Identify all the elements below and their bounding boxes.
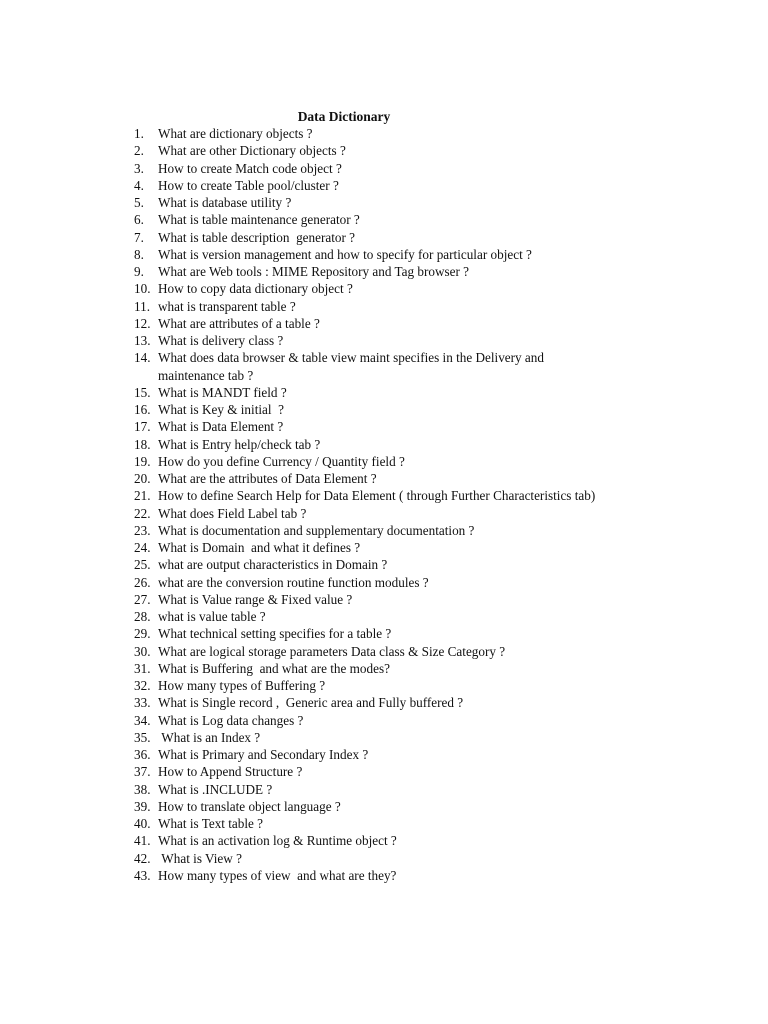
question-item [134, 574, 734, 591]
question-number: 35. [134, 729, 151, 745]
question-item [134, 694, 734, 711]
question-list [134, 125, 734, 884]
question-item [134, 763, 734, 780]
question-number: 26. [134, 574, 151, 590]
question-text: What is Data Element ? [158, 419, 284, 435]
question-number: 23. [134, 522, 151, 538]
question-number: 33. [134, 695, 151, 711]
question-text: What is version management and how to specify for particular object ? [158, 246, 532, 262]
question-item [134, 298, 734, 315]
question-number: 9. [134, 264, 144, 279]
question-item [134, 487, 734, 504]
question-text: What is an activation log & Runtime object ? [158, 833, 397, 849]
question-number: 19. [134, 453, 151, 469]
question-item [134, 781, 734, 798]
question-item [134, 608, 734, 625]
question-text: How to translate object language ? [158, 798, 341, 814]
question-number: 41. [134, 833, 151, 849]
question-number: 40. [134, 816, 151, 831]
question-item [134, 470, 734, 487]
question-text: What is Key & initial ? [158, 402, 284, 417]
question-number: 8. [134, 246, 144, 262]
question-text: How to create Table pool/cluster ? [158, 177, 339, 193]
question-text: How to create Match code object ? [158, 160, 342, 176]
question-item [134, 660, 734, 677]
document-title: Data Dictionary [297, 109, 391, 124]
question-text: What is an Index ? [158, 729, 261, 745]
question-text: What are Web tools : MIME Repository and Tag browser ? [158, 264, 470, 279]
question-number: 34. [134, 712, 151, 728]
question-number: 39. [134, 798, 151, 814]
question-number: 24. [134, 540, 151, 555]
question-number: 32. [134, 678, 151, 693]
question-number: 17. [134, 419, 151, 435]
question-number: 43. [134, 867, 151, 883]
question-item [134, 401, 734, 418]
question-number: 37. [134, 764, 151, 780]
question-number: 3. [134, 160, 144, 176]
question-item [134, 384, 734, 401]
question-item [134, 211, 734, 228]
question-text: What is Primary and Secondary Index ? [158, 747, 369, 762]
question-item [134, 263, 734, 280]
question-number: 36. [134, 747, 151, 762]
question-item [134, 746, 734, 763]
question-number: 25. [134, 557, 151, 573]
question-number: 42. [134, 850, 151, 866]
question-item [134, 539, 734, 556]
question-text: How to copy data dictionary object ? [158, 281, 353, 297]
question-text: What does Field Label tab ? [158, 505, 307, 521]
question-item [134, 798, 734, 815]
question-number: 4. [134, 177, 144, 193]
question-text: What technical setting specifies for a table ? [158, 626, 392, 642]
question-item [134, 643, 734, 660]
question-text: What is Value range & Fixed value ? [158, 591, 353, 607]
question-item [134, 160, 734, 177]
question-text: What does data browser & table view maint specifies in the Delivery and maintenance tab ? [158, 350, 544, 383]
question-number: 38. [134, 781, 151, 797]
question-number: 6. [134, 212, 144, 228]
question-text: What are other Dictionary objects ? [158, 143, 346, 159]
question-item [134, 591, 734, 608]
question-item [134, 349, 734, 384]
question-item [134, 867, 734, 884]
question-number: 31. [134, 660, 151, 676]
question-item [134, 677, 734, 694]
question-text: What is .INCLUDE ? [158, 781, 273, 797]
question-text: What are dictionary objects ? [158, 126, 313, 141]
question-item [134, 850, 734, 867]
question-text: What is delivery class ? [158, 333, 284, 348]
question-item [134, 280, 734, 297]
question-item [134, 418, 734, 435]
question-text: What is Single record , Generic area and Fully buffered ? [158, 695, 464, 711]
question-number: 18. [134, 436, 151, 452]
question-item [134, 505, 734, 522]
question-item [134, 332, 734, 349]
question-text: What is Domain and what it defines ? [158, 540, 361, 555]
question-text: what are the conversion routine function modules ? [158, 574, 429, 590]
question-number: 2. [134, 143, 144, 159]
question-number: 13. [134, 333, 151, 348]
question-text: What is Log data changes ? [158, 712, 304, 728]
question-item [134, 177, 734, 194]
question-text: What is table maintenance generator ? [158, 212, 360, 228]
question-item [134, 522, 734, 539]
question-number: 15. [134, 384, 151, 400]
question-number: 29. [134, 626, 151, 642]
question-text: What is Text table ? [158, 816, 264, 831]
question-number: 27. [134, 591, 151, 607]
question-number: 14. [134, 350, 151, 366]
question-item [134, 229, 734, 246]
question-text: What is database utility ? [158, 195, 292, 210]
question-item [134, 712, 734, 729]
question-text: How to Append Structure ? [158, 764, 303, 780]
question-number: 5. [134, 195, 144, 210]
question-item [134, 729, 734, 746]
question-text: What is View ? [158, 850, 242, 866]
question-number: 21. [134, 488, 151, 504]
question-item [134, 436, 734, 453]
question-number: 10. [134, 281, 151, 297]
question-text: what are output characteristics in Domain ? [158, 557, 388, 573]
question-text: How many types of Buffering ? [158, 678, 326, 693]
question-text: What is documentation and supplementary documentation ? [158, 522, 475, 538]
question-item [134, 832, 734, 849]
question-text: What are logical storage parameters Data class & Size Category ? [158, 643, 506, 659]
question-text: What are attributes of a table ? [158, 315, 320, 331]
question-number: 22. [134, 505, 151, 521]
question-item [134, 453, 734, 470]
question-text: What is Buffering and what are the modes? [158, 660, 390, 676]
question-text: What is MANDT field ? [158, 384, 287, 400]
question-item [134, 125, 734, 142]
question-item [134, 815, 734, 832]
question-text: What are the attributes of Data Element ? [158, 471, 377, 486]
question-text: what is transparent table ? [158, 298, 296, 314]
question-text: How to define Search Help for Data Element ( through Further Characteristics tab) [158, 488, 596, 504]
question-text: How do you define Currency / Quantity field ? [158, 453, 405, 469]
question-item [134, 142, 734, 159]
question-number: 30. [134, 643, 151, 659]
question-number: 11. [134, 298, 150, 314]
question-text: How many types of view and what are they? [158, 867, 397, 883]
question-number: 16. [134, 402, 151, 417]
question-number: 7. [134, 229, 144, 245]
question-number: 12. [134, 315, 151, 331]
question-item [134, 194, 734, 211]
question-item [134, 315, 734, 332]
question-number: 1. [134, 126, 144, 141]
question-item [134, 556, 734, 573]
question-text: what is value table ? [158, 609, 266, 624]
question-item [134, 246, 734, 263]
question-number: 28. [134, 609, 151, 624]
question-text: What is table description generator ? [158, 229, 356, 245]
question-item [134, 625, 734, 642]
question-text: What is Entry help/check tab ? [158, 436, 321, 452]
question-number: 20. [134, 471, 151, 486]
